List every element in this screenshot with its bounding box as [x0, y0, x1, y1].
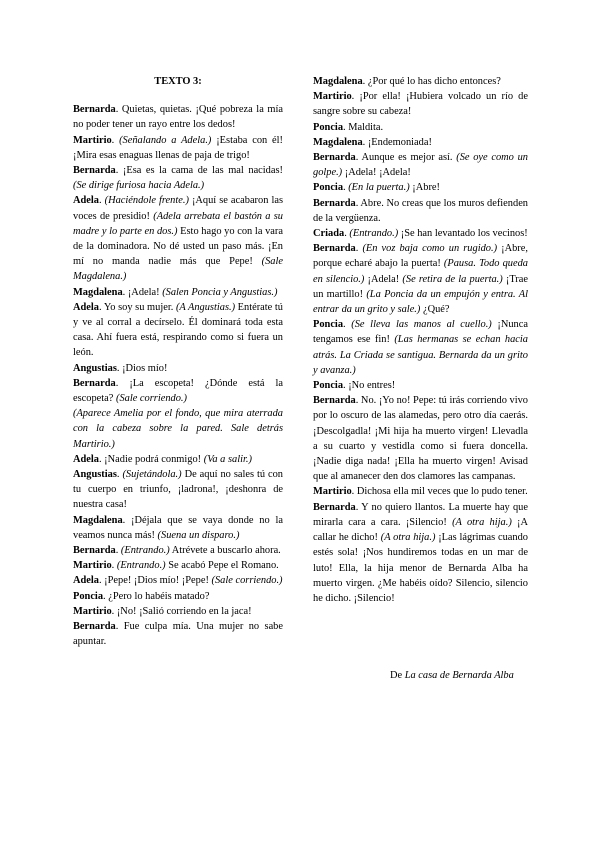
- dialogue-paragraph: [73, 163, 283, 193]
- dialogue-text: ¡Trae un martillo!: [313, 273, 528, 300]
- stage-direction: (En la puerta.): [348, 182, 410, 194]
- source-prefix: De: [390, 670, 405, 681]
- stage-direction: (A otra hija.): [380, 532, 436, 544]
- dialogue-text: Entérate tú y ve al corral a decírselo. Él dominará toda esta casa. Ahí fuera está, respirando como si fuera un león.: [73, 301, 283, 359]
- dialogue-text: . ¡La escopeta! ¿Dónde está la escopeta?: [73, 377, 283, 405]
- stage-direction: (Suena un disparo.): [157, 529, 240, 541]
- speaker-name: Poncia: [313, 380, 344, 392]
- speaker-name: Bernarda: [73, 377, 116, 389]
- dialogue-text: . ¡Por ella! ¡Hubiera volcado un río de sangre sobre su cabeza!: [313, 91, 528, 118]
- dialogue-text: ¡Abre, porque echaré abajo la puerta!: [313, 243, 528, 270]
- dialogue-text: . Fue culpa mía. Una mujer no sabe apuntar.: [73, 621, 283, 648]
- dialogue-paragraph: [73, 102, 283, 132]
- dialogue-paragraph: [73, 406, 283, 452]
- speaker-name: Poncia: [313, 319, 344, 331]
- dialogue-text: . ¡Esa es la cama de las mal nacidas!: [115, 165, 283, 176]
- stage-direction: (Señalando a Adela.): [119, 134, 212, 146]
- dialogue-paragraph: [73, 467, 283, 513]
- speaker-name: Poncia: [73, 590, 104, 602]
- dialogue-text: . ¡Pepe! ¡Dios mío! ¡Pepe!: [98, 575, 212, 587]
- page-title: TEXTO 3:: [154, 76, 202, 87]
- speaker-name: Bernarda: [73, 545, 116, 557]
- speaker-name: Adela: [73, 195, 99, 207]
- dialogue-text: . No. ¡Yo no! Pepe: tú irás corriendo vivo por lo oscuro de las alamedas, pero otro día caerás. ¡Descolgadla! ¡Mi hija ha muerto virgen! Llevadla a su cuarto y vestidla como si fuera doncella. ¡Nadie diga nada! ¡Ella ha muerto virgen! Avisad que al amanecer den dos clamores las campanas.: [313, 395, 528, 483]
- dialogue-text: . ¿Pero lo habéis matado?: [103, 590, 210, 602]
- stage-direction: (A Angustias.): [175, 301, 236, 313]
- dialogue-paragraph: [313, 500, 528, 606]
- speaker-name: Bernarda: [313, 395, 356, 407]
- speaker-name: Adela: [73, 301, 99, 313]
- speaker-name: Bernarda: [313, 243, 356, 255]
- dialogue-paragraph: [73, 589, 283, 604]
- right-dialogue: [313, 74, 528, 606]
- stage-direction: (En voz baja como un rugido.): [362, 243, 498, 255]
- dialogue-paragraph: [73, 133, 283, 163]
- stage-direction: (Adela arrebata el bastón a su madre y lo parte en dos.): [73, 210, 284, 237]
- dialogue-paragraph: [313, 150, 528, 180]
- dialogue-text: . Aunque es mejor así.: [355, 152, 457, 164]
- stage-direction: (Las hermanas se echan hacia atrás. La Criada se santigua. Bernarda da un grito y avanza.): [313, 334, 529, 376]
- dialogue-text: . Y no quiero llantos. La muerte hay que mirarla cara a cara. ¡Silencio!: [313, 501, 528, 528]
- stage-direction: (Sale corriendo.): [211, 575, 283, 587]
- left-dialogue: [73, 102, 283, 649]
- stage-direction: (Se lleva las manos al cuello.): [351, 319, 492, 331]
- dialogue-text: . ¡Adela!: [122, 286, 163, 298]
- dialogue-text: . Quietas, quietas. ¡Qué pobreza la mía no poder tener un rayo entre los dedos!: [73, 104, 283, 131]
- dialogue-text: .: [111, 560, 117, 572]
- dialogue-paragraph: [73, 543, 283, 558]
- speaker-name: Angustias: [73, 469, 117, 481]
- speaker-name: Bernarda: [73, 104, 116, 116]
- stage-direction: (Se oye como un golpe.): [313, 152, 528, 179]
- dialogue-paragraph: [73, 573, 283, 588]
- stage-direction: (Aparece Amelia por el fondo, que mira aterrada con la cabeza sobre la pared. Sale detrás Martirio.): [73, 408, 283, 450]
- dialogue-paragraph: [73, 300, 283, 361]
- dialogue-paragraph: [313, 74, 528, 89]
- speaker-name: Martirio: [73, 605, 112, 617]
- dialogue-text: Se acabó Pepe el Romano.: [165, 560, 279, 572]
- right-column: [313, 74, 528, 606]
- speaker-name: Bernarda: [313, 152, 356, 164]
- stage-direction: (Sale Magdalena.): [73, 256, 283, 283]
- dialogue-paragraph: [73, 376, 283, 406]
- stage-direction: (Sale corriendo.): [115, 393, 187, 405]
- dialogue-text: . ¡Dios mío!: [116, 362, 168, 374]
- dialogue-paragraph: [313, 89, 528, 119]
- speaker-name: Martirio: [73, 134, 112, 146]
- dialogue-paragraph: [73, 558, 283, 573]
- source-title: La casa de Bernarda Alba: [404, 670, 514, 681]
- speaker-name: Martirio: [313, 91, 352, 103]
- dialogue-text: De aquí no sales tú con tu cuerpo en triunfo, ¡ladrona!, ¡deshonra de nuestra casa!: [73, 469, 284, 511]
- dialogue-text: Esto hago yo con la vara de la dominadora. No dé usted un paso más. ¡En mí no manda nadie más que Pepe!: [73, 225, 283, 268]
- left-column: [73, 74, 283, 650]
- dialogue-paragraph: [313, 484, 528, 499]
- stage-direction: (Entrando.): [349, 228, 399, 240]
- dialogue-text: . Abre. No creas que los muros defienden de la vergüenza.: [313, 197, 528, 224]
- dialogue-paragraph: [73, 193, 283, 284]
- stage-direction: (Se retira de la puerta.): [402, 273, 503, 285]
- dialogue-text: .: [343, 182, 349, 194]
- dialogue-paragraph: [313, 196, 528, 226]
- speaker-name: Poncia: [313, 182, 344, 194]
- dialogue-text: .: [116, 469, 123, 481]
- dialogue-text: . ¡No! ¡Salió corriendo en la jaca!: [111, 605, 252, 617]
- speaker-name: Magdalena: [73, 514, 123, 526]
- speaker-name: Adela: [73, 453, 99, 465]
- dialogue-text: . ¿Por qué lo has dicho entonces?: [362, 76, 501, 87]
- dialogue-text: ¡Se han levantado los vecinos!: [398, 228, 528, 240]
- dialogue-paragraph: [73, 452, 283, 467]
- speaker-name: Magdalena: [313, 136, 363, 148]
- source-attribution: [390, 668, 514, 683]
- dialogue-text: . Yo soy su mujer.: [98, 301, 176, 313]
- dialogue-text: ¡Adela! ¡Adela!: [342, 167, 411, 179]
- speaker-name: Magdalena: [73, 286, 123, 298]
- dialogue-paragraph: [313, 120, 528, 135]
- dialogue-text: .: [344, 228, 350, 240]
- dialogue-paragraph: [73, 619, 283, 649]
- stage-direction: (Entrando.): [116, 560, 166, 572]
- dialogue-paragraph: [73, 604, 283, 619]
- stage-direction: (Sujetándola.): [122, 469, 182, 481]
- speaker-name: Magdalena: [313, 76, 363, 87]
- dialogue-paragraph: [313, 393, 528, 484]
- dialogue-text: Atrévete a buscarlo ahora.: [169, 545, 281, 557]
- dialogue-text: . Maldita.: [343, 121, 384, 133]
- dialogue-text: ¿Qué?: [420, 304, 450, 316]
- stage-direction: (Salen Poncia y Angustias.): [162, 286, 278, 298]
- speaker-name: Bernarda: [313, 501, 356, 513]
- speaker-name: Criada: [313, 228, 345, 240]
- stage-direction: (Pausa. Todo queda en silencio.): [313, 258, 528, 285]
- dialogue-paragraph: [73, 361, 283, 376]
- dialogue-paragraph: [313, 180, 528, 195]
- dialogue-text: ¡Estaba con él! ¡Mira esas enaguas llenas de paja de trigo!: [73, 134, 283, 161]
- dialogue-paragraph: [73, 285, 283, 300]
- dialogue-text: .: [98, 195, 105, 207]
- dialogue-paragraph: [313, 378, 528, 393]
- dialogue-text: . ¡Déjala que se vaya donde no la veamos nunca más!: [73, 514, 283, 541]
- stage-direction: (Entrando.): [120, 545, 170, 557]
- dialogue-text: ¡A callar he dicho!: [313, 516, 529, 544]
- stage-direction: (A otra hija.): [452, 516, 512, 528]
- dialogue-paragraph: [313, 241, 528, 317]
- dialogue-text: .: [343, 319, 352, 331]
- stage-direction: (Haciéndole frente.): [104, 195, 189, 207]
- dialogue-text: ¡Las lágrimas cuando estés sola! ¡Nos hundiremos todas en un mar de luto! Ella, la hija menor de Bernarda Alba ha muerto virgen. ¿Me habéis oído? Silencio, silencio he dicho. ¡Silencio!: [313, 532, 528, 604]
- dialogue-text: . ¡No entres!: [343, 380, 396, 392]
- stage-direction: (Se dirige furiosa hacia Adela.): [73, 180, 205, 192]
- dialogue-paragraph: [313, 226, 528, 241]
- stage-direction: (La Poncia da un empujón y entra. Al entrar da un grito y sale.): [313, 288, 528, 316]
- dialogue-text: ¡Aquí se acabaron las voces de presidio!: [73, 195, 283, 222]
- speaker-name: Bernarda: [73, 621, 116, 633]
- dialogue-paragraph: [313, 135, 528, 150]
- dialogue-text: ¡Adela!: [364, 273, 403, 285]
- speaker-name: Poncia: [313, 121, 344, 133]
- dialogue-paragraph: [73, 513, 283, 543]
- speaker-name: Martirio: [73, 560, 112, 572]
- speaker-name: Adela: [73, 575, 99, 587]
- speaker-name: Bernarda: [313, 197, 356, 209]
- dialogue-text: . ¡Nadie podrá conmigo!: [98, 453, 204, 465]
- speaker-name: Bernarda: [73, 165, 116, 176]
- speaker-name: Martirio: [313, 486, 352, 498]
- dialogue-text: . Dichosa ella mil veces que lo pudo tener.: [351, 486, 528, 498]
- dialogue-text: .: [355, 243, 363, 255]
- dialogue-text: ¡Abre!: [409, 182, 440, 194]
- dialogue-paragraph: [313, 317, 528, 378]
- stage-direction: (Va a salir.): [203, 453, 252, 465]
- dialogue-text: .: [111, 134, 120, 146]
- dialogue-text: . ¡Endemoniada!: [362, 136, 432, 148]
- dialogue-text: .: [115, 545, 121, 557]
- dialogue-text: ¡Nunca tengamos ese fin!: [313, 319, 528, 346]
- speaker-name: Angustias: [73, 362, 117, 374]
